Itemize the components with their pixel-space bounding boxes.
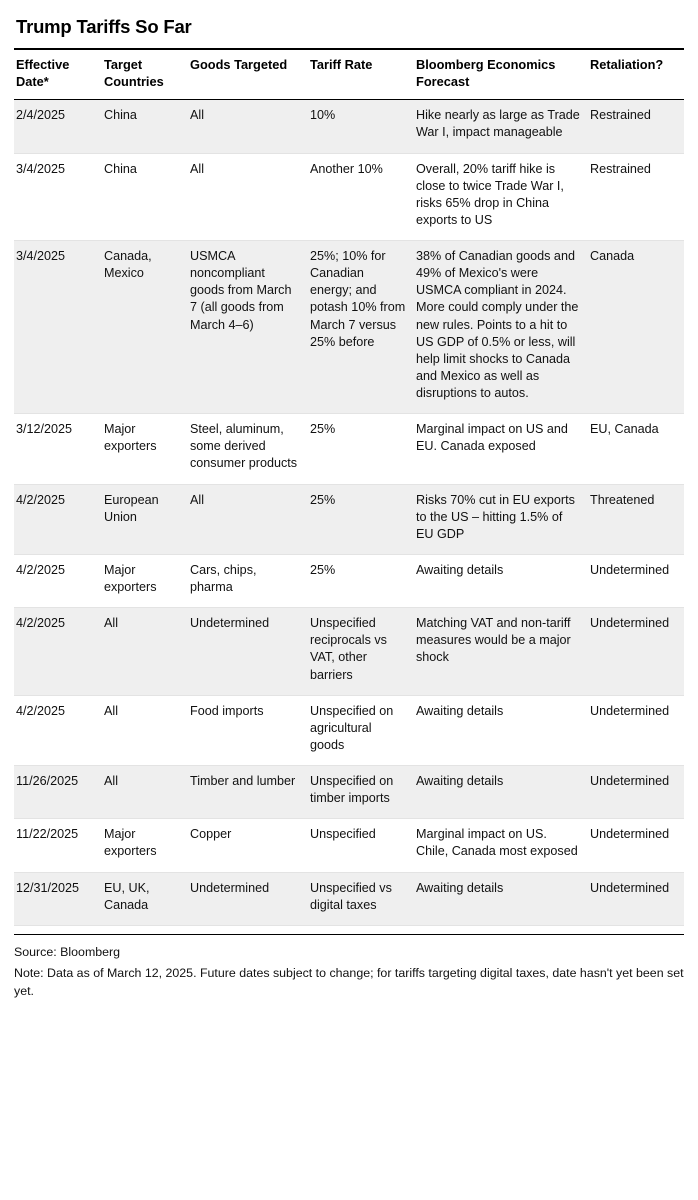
cell-target-countries: Major exporters: [102, 819, 188, 872]
cell-tariff-rate: 10%: [308, 100, 414, 153]
cell-tariff-rate: Unspecified: [308, 819, 414, 872]
table-row: [14, 695, 684, 765]
cell-effective-date: 4/2/2025: [14, 608, 102, 696]
table-header: [14, 50, 684, 100]
cell-target-countries: All: [102, 766, 188, 819]
table-row: [14, 608, 684, 696]
cell-goods-targeted: All: [188, 153, 308, 241]
cell-target-countries: Major exporters: [102, 554, 188, 607]
cell-target-countries: EU, UK, Canada: [102, 872, 188, 925]
cell-effective-date: 11/22/2025: [14, 819, 102, 872]
cell-effective-date: 11/26/2025: [14, 766, 102, 819]
cell-forecast: Overall, 20% tariff hike is close to twice Trade War I, risks 65% drop in China exports to US: [414, 153, 588, 241]
cell-forecast: Risks 70% cut in EU exports to the US – hitting 1.5% of EU GDP: [414, 484, 588, 554]
table-row: [14, 241, 684, 414]
cell-effective-date: 4/2/2025: [14, 554, 102, 607]
cell-target-countries: European Union: [102, 484, 188, 554]
cell-forecast: Matching VAT and non-tariff measures would be a major shock: [414, 608, 588, 696]
cell-forecast: Awaiting details: [414, 554, 588, 607]
cell-goods-targeted: Food imports: [188, 695, 308, 765]
table-row: [14, 153, 684, 241]
cell-goods-targeted: Undetermined: [188, 872, 308, 925]
column-header-target-countries: Target Countries: [102, 50, 188, 100]
cell-retaliation: Undetermined: [588, 554, 684, 607]
table-footer: [14, 934, 684, 1001]
cell-effective-date: 2/4/2025: [14, 100, 102, 153]
cell-effective-date: 3/4/2025: [14, 153, 102, 241]
table-row: [14, 819, 684, 872]
cell-retaliation: EU, Canada: [588, 414, 684, 484]
cell-effective-date: 12/31/2025: [14, 872, 102, 925]
cell-target-countries: All: [102, 608, 188, 696]
table-row: [14, 872, 684, 925]
cell-forecast: Marginal impact on US. Chile, Canada most exposed: [414, 819, 588, 872]
cell-tariff-rate: Unspecified on timber imports: [308, 766, 414, 819]
column-header-effective-date: Effective Date*: [14, 50, 102, 100]
cell-tariff-rate: 25%: [308, 554, 414, 607]
table-row: [14, 414, 684, 484]
tariff-table: [14, 50, 684, 926]
table-row: [14, 554, 684, 607]
cell-target-countries: All: [102, 695, 188, 765]
column-header-tariff-rate: Tariff Rate: [308, 50, 414, 100]
table-row: [14, 100, 684, 153]
cell-goods-targeted: Cars, chips, pharma: [188, 554, 308, 607]
cell-goods-targeted: All: [188, 484, 308, 554]
cell-goods-targeted: USMCA noncompliant goods from March 7 (all goods from March 4–6): [188, 241, 308, 414]
cell-target-countries: China: [102, 153, 188, 241]
column-header-bloomberg-forecast: Bloomberg Economics Forecast: [414, 50, 588, 100]
note-label: Note: Data as of March 12, 2025. Future dates subject to change; for tariffs targeting digital taxes, date hasn't yet been set yet.: [14, 965, 684, 998]
cell-forecast: Awaiting details: [414, 872, 588, 925]
page-title: Trump Tariffs So Far: [16, 16, 192, 37]
cell-retaliation: Threatened: [588, 484, 684, 554]
table-header-row: [14, 50, 684, 100]
bottom-spacer: [14, 1001, 684, 1013]
cell-goods-targeted: Steel, aluminum, some derived consumer products: [188, 414, 308, 484]
cell-forecast: 38% of Canadian goods and 49% of Mexico's were USMCA compliant in 2024. More could comply under the new rules. Points to a hit to US GDP of 0.5% or less, will help limit shocks to Canada and Mexico as well as disruptions to autos.: [414, 241, 588, 414]
cell-effective-date: 3/4/2025: [14, 241, 102, 414]
cell-target-countries: Major exporters: [102, 414, 188, 484]
cell-retaliation: Undetermined: [588, 608, 684, 696]
cell-effective-date: 3/12/2025: [14, 414, 102, 484]
cell-tariff-rate: 25%: [308, 414, 414, 484]
column-header-goods-targeted: Goods Targeted: [188, 50, 308, 100]
cell-tariff-rate: 25%: [308, 484, 414, 554]
cell-tariff-rate: 25%; 10% for Canadian energy; and potash 10% from March 7 versus 25% before: [308, 241, 414, 414]
cell-goods-targeted: All: [188, 100, 308, 153]
cell-retaliation: Canada: [588, 241, 684, 414]
cell-target-countries: Canada, Mexico: [102, 241, 188, 414]
table-body: [14, 100, 684, 926]
cell-goods-targeted: Undetermined: [188, 608, 308, 696]
cell-forecast: Marginal impact on US and EU. Canada exposed: [414, 414, 588, 484]
column-header-retaliation: Retaliation?: [588, 50, 684, 100]
cell-tariff-rate: Another 10%: [308, 153, 414, 241]
cell-retaliation: Restrained: [588, 100, 684, 153]
cell-goods-targeted: Timber and lumber: [188, 766, 308, 819]
cell-effective-date: 4/2/2025: [14, 484, 102, 554]
cell-forecast: Awaiting details: [414, 766, 588, 819]
cell-goods-targeted: Copper: [188, 819, 308, 872]
table-row: [14, 766, 684, 819]
cell-retaliation: Undetermined: [588, 819, 684, 872]
cell-target-countries: China: [102, 100, 188, 153]
cell-effective-date: 4/2/2025: [14, 695, 102, 765]
table-row: [14, 484, 684, 554]
cell-retaliation: Undetermined: [588, 872, 684, 925]
cell-tariff-rate: Unspecified reciprocals vs VAT, other barriers: [308, 608, 414, 696]
source-label: Source: Bloomberg: [14, 944, 121, 959]
cell-tariff-rate: Unspecified on agricultural goods: [308, 695, 414, 765]
cell-retaliation: Restrained: [588, 153, 684, 241]
cell-tariff-rate: Unspecified vs digital taxes: [308, 872, 414, 925]
cell-forecast: Hike nearly as large as Trade War I, impact manageable: [414, 100, 588, 153]
cell-retaliation: Undetermined: [588, 766, 684, 819]
cell-forecast: Awaiting details: [414, 695, 588, 765]
cell-retaliation: Undetermined: [588, 695, 684, 765]
